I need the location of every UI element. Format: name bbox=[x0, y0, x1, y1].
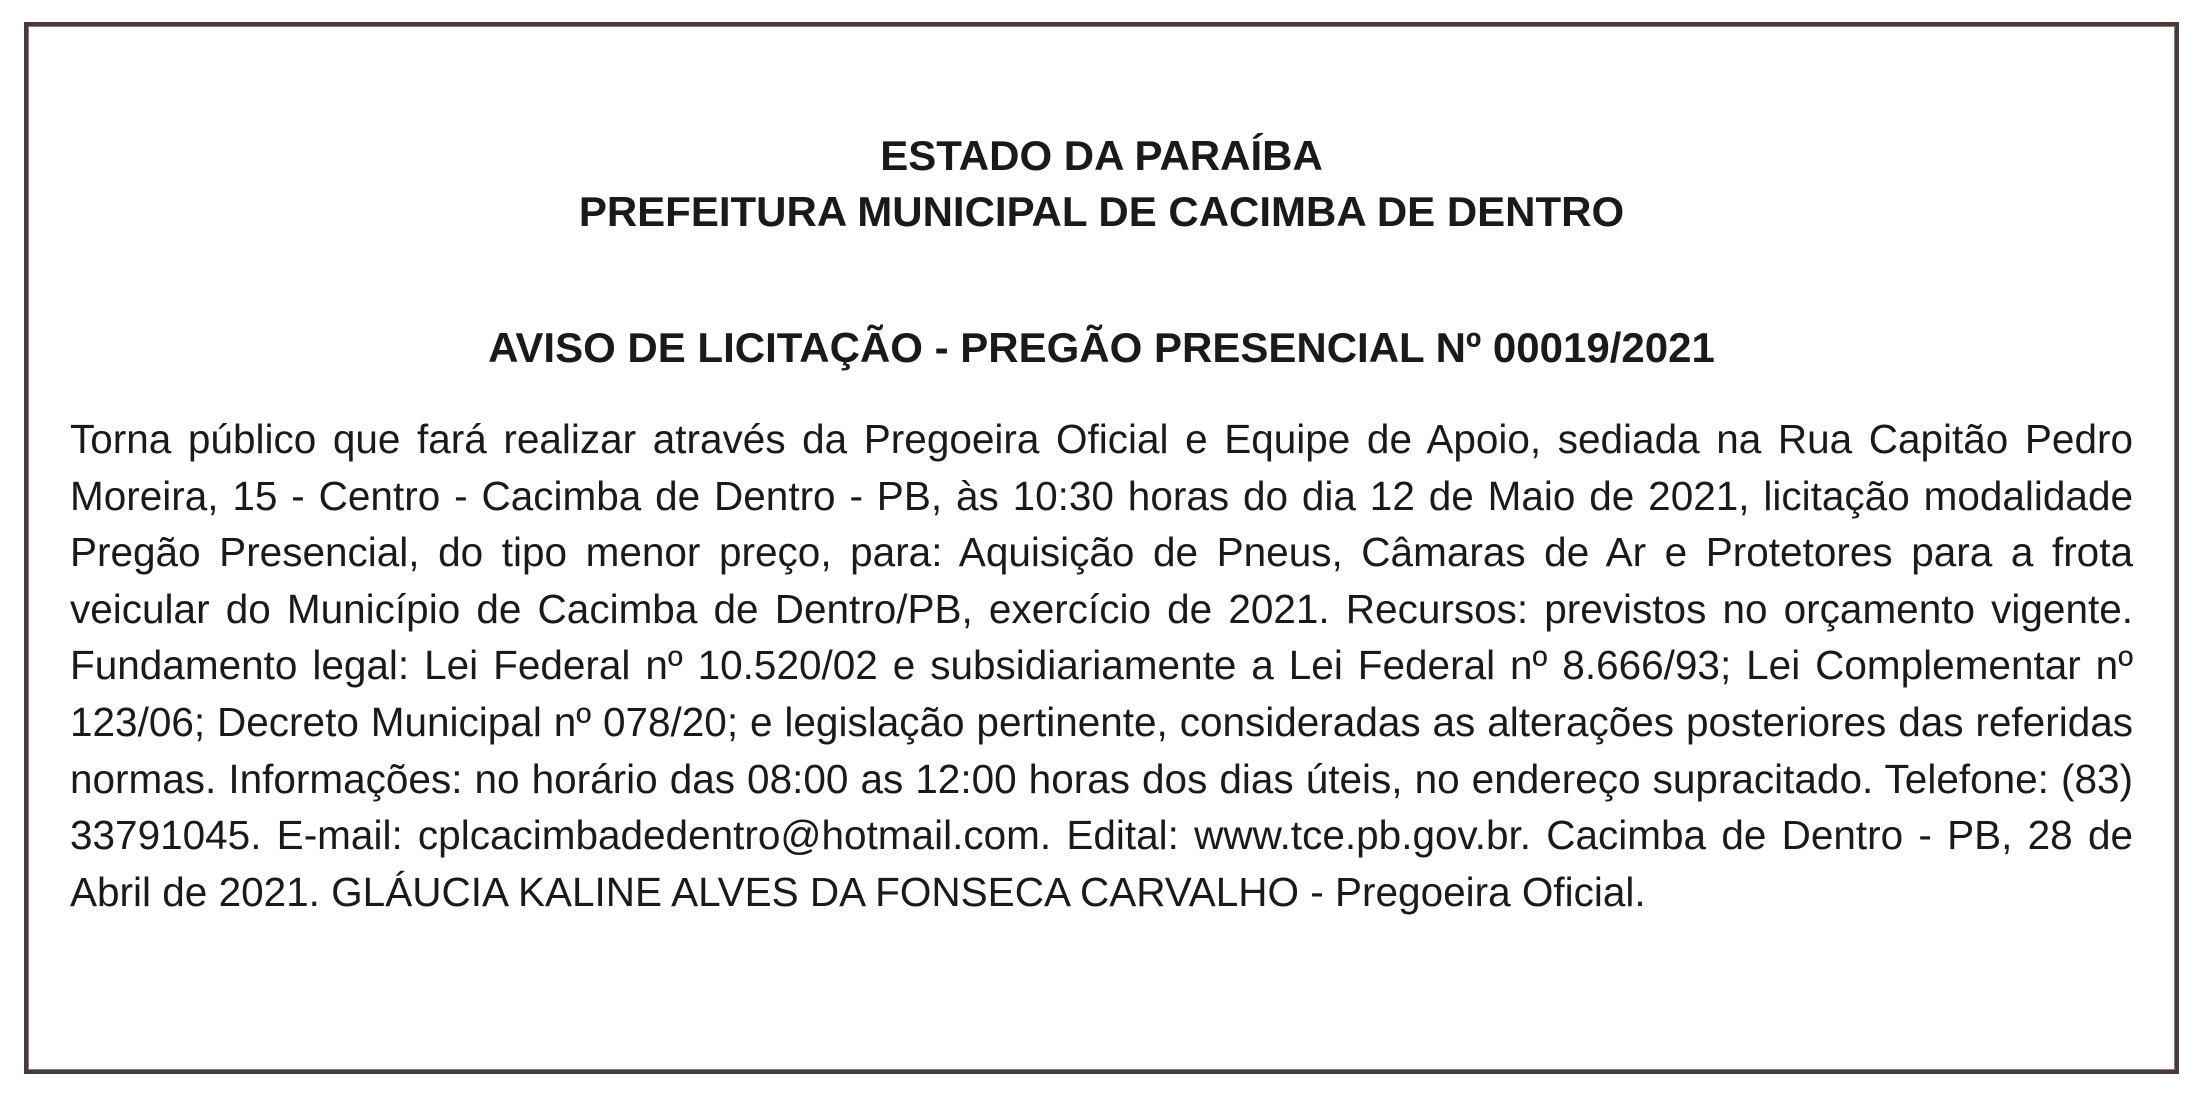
notice-frame bbox=[24, 22, 2179, 1074]
notice-body: Torna público que fará realizar através da Pregoeira Oficial e Equipe de Apoio, sediada na Rua Capitão Pedro Moreira, 15 - Centro - Cacimba de Dentro - PB, às 10:30 horas do dia 12 de Maio de 2021, licitação modalidade Pregão Presencial, do tipo menor preço, para: Aquisição de Pneus, Câmaras de Ar e Protetores para a frota veicular do Município de Cacimba de Dentro/PB, exercício de 2021. Recursos: previstos no orçamento vigente. Fundamento legal: Lei Federal nº 10.520/02 e subsidiariamente a Lei Federal nº 8.666/93; Lei Complementar nº 123/06; Decreto Municipal nº 078/20; e legislação pertinente, consideradas as alterações posteriores das referidas normas. Informações: no horário das 08:00 as 12:00 horas dos dias úteis, no endereço supracitado. Telefone: (83) 33791045. E-mail: cplcacimbadedentro@hotmail.com. Edital: www.tce.pb.gov.br. Cacimba de Dentro - PB, 28 de Abril de 2021. GLÁUCIA KALINE ALVES DA FONSECA CARVALHO - Pregoeira Oficial. bbox=[70, 416, 2133, 915]
notice-header bbox=[28, 128, 2175, 240]
notice-title: AVISO DE LICITAÇÃO - PREGÃO PRESENCIAL Nº 00019/2021 bbox=[488, 324, 1715, 371]
municipality-heading: PREFEITURA MUNICIPAL DE CACIMBA DE DENTRO bbox=[578, 188, 1625, 235]
state-heading: ESTADO DA PARAÍBA bbox=[880, 132, 1323, 179]
